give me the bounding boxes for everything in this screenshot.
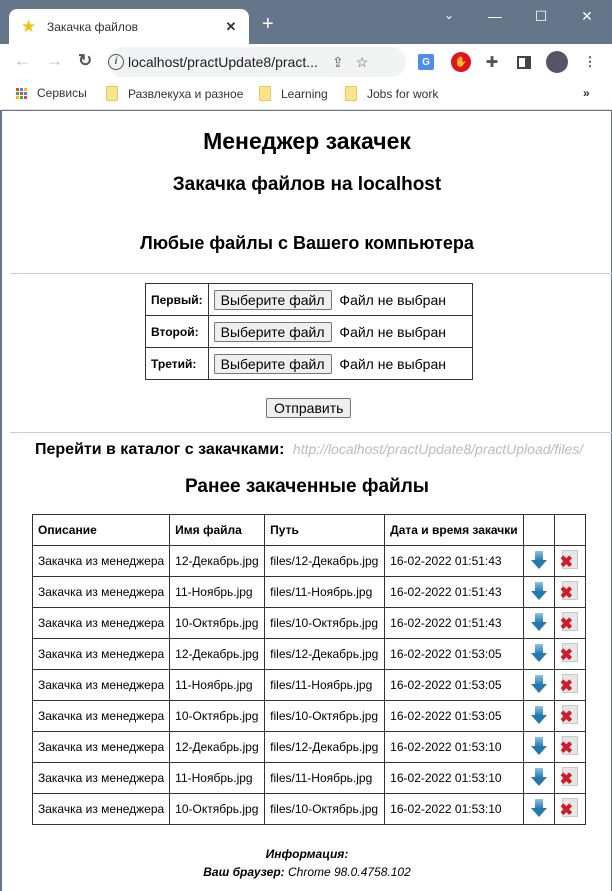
download-arrow-icon[interactable]	[531, 551, 547, 569]
folder-icon	[259, 86, 271, 101]
download-arrow-icon[interactable]	[531, 799, 547, 817]
cell-filename: 10-Октябрь.jpg	[170, 701, 265, 732]
bookmark-star-icon[interactable]: ☆	[355, 53, 369, 70]
table-row	[33, 732, 586, 763]
files-table	[32, 514, 586, 825]
table-row	[33, 639, 586, 670]
cell-path: files/12-Декабрь.jpg	[265, 639, 385, 670]
table-row	[33, 763, 586, 794]
download-arrow-icon[interactable]	[531, 675, 547, 693]
download-arrow-icon[interactable]	[531, 768, 547, 786]
cell-description: Закачка из менеджера	[33, 639, 170, 670]
delete-file-icon[interactable]: ✖	[562, 674, 578, 693]
table-row	[33, 794, 586, 825]
table-row	[33, 608, 586, 639]
bookmark-folder[interactable]	[106, 86, 243, 101]
cell-description: Закачка из менеджера	[33, 763, 170, 794]
cell-date: 16-02-2022 01:53:05	[385, 670, 523, 701]
download-cell	[523, 577, 554, 608]
download-cell	[523, 763, 554, 794]
profile-avatar[interactable]	[546, 51, 568, 73]
download-cell	[523, 639, 554, 670]
file-input[interactable]	[208, 316, 472, 348]
file-status: Файл не выбран	[339, 355, 446, 372]
cell-path: files/12-Декабрь.jpg	[265, 546, 385, 577]
delete-cell	[554, 577, 585, 608]
cell-filename: 11-Ноябрь.jpg	[170, 763, 265, 794]
divider	[10, 273, 612, 274]
bookmark-label: Jobs for work	[367, 86, 439, 101]
cell-date: 16-02-2022 01:51:43	[385, 577, 523, 608]
bookmark-apps[interactable]	[16, 86, 87, 100]
choose-file-button[interactable]: Выберите файл	[214, 354, 332, 374]
download-cell	[523, 701, 554, 732]
apps-grid-icon	[16, 88, 27, 99]
bookmark-label: Развлекуха и разное	[128, 86, 244, 101]
bookmark-folder[interactable]	[345, 86, 438, 101]
page-title: Менеджер закачек	[203, 128, 411, 154]
browser-value: Chrome 98.0.4758.102	[287, 865, 411, 879]
upload-label: Первый:	[146, 284, 209, 316]
cell-date: 16-02-2022 01:51:43	[385, 608, 523, 639]
table-row	[33, 546, 586, 577]
delete-cell	[554, 639, 585, 670]
bookmarks-overflow-button[interactable]: »	[583, 86, 590, 100]
adblock-extension-icon[interactable]: ✋	[451, 52, 471, 72]
upload-row	[146, 316, 473, 348]
delete-file-icon[interactable]: ✖	[562, 767, 578, 786]
cell-description: Закачка из менеджера	[33, 732, 170, 763]
delete-file-icon[interactable]: ✖	[562, 643, 578, 662]
delete-cell	[554, 608, 585, 639]
download-cell	[523, 546, 554, 577]
side-panel-icon[interactable]	[514, 52, 534, 72]
close-tab-icon[interactable]: ✕	[225, 18, 237, 34]
files-heading: Ранее закаченные файлы	[184, 476, 430, 497]
download-arrow-icon[interactable]	[531, 582, 547, 600]
cell-filename: 12-Декабрь.jpg	[170, 546, 265, 577]
cell-description: Закачка из менеджера	[33, 701, 170, 732]
cell-filename: 12-Декабрь.jpg	[170, 639, 265, 670]
download-cell	[523, 794, 554, 825]
delete-file-icon[interactable]: ✖	[562, 705, 578, 724]
title-bar	[0, 0, 612, 44]
bookmark-folder[interactable]	[259, 86, 328, 101]
share-icon[interactable]: ⇪	[332, 53, 344, 70]
cell-filename: 11-Ноябрь.jpg	[170, 670, 265, 701]
cell-path: files/10-Октябрь.jpg	[265, 794, 385, 825]
cell-path: files/11-Ноябрь.jpg	[265, 670, 385, 701]
column-header: Имя файла	[170, 515, 265, 546]
page-content	[1, 111, 611, 891]
delete-cell	[554, 546, 585, 577]
file-input[interactable]	[208, 284, 472, 316]
forward-icon[interactable]: →	[46, 51, 63, 70]
cell-date: 16-02-2022 01:53:10	[385, 794, 523, 825]
table-row	[33, 577, 586, 608]
catalog-link[interactable]: http://localhost/practUpdate8/practUpload/files/	[292, 441, 584, 457]
cell-date: 16-02-2022 01:51:43	[385, 546, 523, 577]
download-cell	[523, 608, 554, 639]
bookmarks-bar	[0, 80, 612, 110]
column-header: Дата и время закачки	[385, 515, 523, 546]
browser-tab[interactable]	[9, 9, 249, 44]
column-header: Описание	[33, 515, 170, 546]
page-subtitle: Закачка файлов на localhost	[172, 174, 442, 195]
cell-filename: 12-Декабрь.jpg	[170, 732, 265, 763]
upload-row	[146, 284, 473, 316]
upload-label: Второй:	[146, 316, 209, 348]
new-tab-button[interactable]: +	[262, 13, 274, 35]
site-info-icon[interactable]: i	[108, 54, 124, 70]
browser-info	[2, 865, 612, 879]
upload-row	[146, 348, 473, 380]
cell-description: Закачка из менеджера	[33, 546, 170, 577]
tab-title: Закачка файлов	[47, 19, 139, 34]
file-status: Файл не выбран	[339, 291, 446, 308]
cell-description: Закачка из менеджера	[33, 794, 170, 825]
divider	[10, 432, 612, 433]
download-arrow-icon[interactable]	[531, 644, 547, 662]
table-header-row	[33, 515, 586, 546]
bookmark-label: Сервисы	[37, 86, 87, 100]
reload-icon[interactable]: ↻	[78, 51, 93, 70]
cell-filename: 10-Октябрь.jpg	[170, 794, 265, 825]
cell-path: files/10-Октябрь.jpg	[265, 701, 385, 732]
cell-description: Закачка из менеджера	[33, 670, 170, 701]
upload-label: Третий:	[146, 348, 209, 380]
cell-path: files/11-Ноябрь.jpg	[265, 577, 385, 608]
cell-description: Закачка из менеджера	[33, 608, 170, 639]
file-input[interactable]	[208, 348, 472, 380]
delete-cell	[554, 701, 585, 732]
extensions-puzzle-icon[interactable]: ✚	[485, 54, 499, 71]
delete-file-icon[interactable]: ✖	[562, 581, 578, 600]
choose-file-button[interactable]: Выберите файл	[214, 322, 332, 342]
minimize-button[interactable]: —	[488, 8, 502, 24]
delete-file-icon[interactable]: ✖	[562, 550, 578, 569]
download-arrow-icon[interactable]	[531, 737, 547, 755]
folder-icon	[345, 86, 357, 101]
address-bar[interactable]	[108, 47, 406, 77]
cell-date: 16-02-2022 01:53:05	[385, 701, 523, 732]
column-header	[523, 515, 554, 546]
tab-search-icon[interactable]: ⌄	[443, 8, 455, 22]
upload-form-table	[145, 283, 473, 380]
column-header: Путь	[265, 515, 385, 546]
delete-cell	[554, 670, 585, 701]
cell-path: files/10-Октябрь.jpg	[265, 608, 385, 639]
cell-description: Закачка из менеджера	[33, 577, 170, 608]
cell-path: files/11-Ноябрь.jpg	[265, 763, 385, 794]
cell-date: 16-02-2022 01:53:10	[385, 763, 523, 794]
back-icon[interactable]: ←	[14, 51, 31, 70]
folder-icon	[106, 86, 118, 101]
delete-cell	[554, 732, 585, 763]
delete-file-icon[interactable]: ✖	[562, 612, 578, 631]
catalog-link-row	[35, 441, 583, 459]
cell-filename: 10-Октябрь.jpg	[170, 608, 265, 639]
delete-cell	[554, 763, 585, 794]
download-arrow-icon[interactable]	[531, 706, 547, 724]
column-header	[554, 515, 585, 546]
delete-file-icon[interactable]: ✖	[562, 798, 578, 817]
cell-filename: 11-Ноябрь.jpg	[170, 577, 265, 608]
cell-path: files/12-Декабрь.jpg	[265, 732, 385, 763]
url-text[interactable]: localhost/practUpdate8/pract...	[128, 54, 318, 70]
catalog-label: Перейти в каталог с закачками:	[35, 441, 285, 458]
table-row	[33, 701, 586, 732]
cell-date: 16-02-2022 01:53:05	[385, 639, 523, 670]
close-window-button[interactable]: ✕	[581, 8, 593, 24]
download-cell	[523, 732, 554, 763]
info-label: Информация:	[265, 847, 349, 861]
file-status: Файл не выбран	[339, 323, 446, 340]
upload-heading: Любые файлы с Вашего компьютера	[140, 233, 474, 253]
menu-kebab-icon[interactable]: ⋮	[583, 54, 597, 69]
delete-file-icon[interactable]: ✖	[562, 736, 578, 755]
maximize-button[interactable]: ☐	[534, 8, 548, 24]
delete-cell	[554, 794, 585, 825]
translate-extension-icon[interactable]: G	[418, 54, 434, 70]
star-favicon-icon: ★	[21, 17, 37, 36]
download-cell	[523, 670, 554, 701]
download-arrow-icon[interactable]	[531, 613, 547, 631]
submit-button[interactable]: Отправить	[266, 398, 351, 418]
table-row	[33, 670, 586, 701]
browser-toolbar	[0, 44, 612, 80]
bookmark-label: Learning	[281, 86, 328, 101]
choose-file-button[interactable]: Выберите файл	[214, 290, 332, 310]
cell-date: 16-02-2022 01:53:10	[385, 732, 523, 763]
browser-label: Ваш браузер:	[203, 865, 285, 879]
